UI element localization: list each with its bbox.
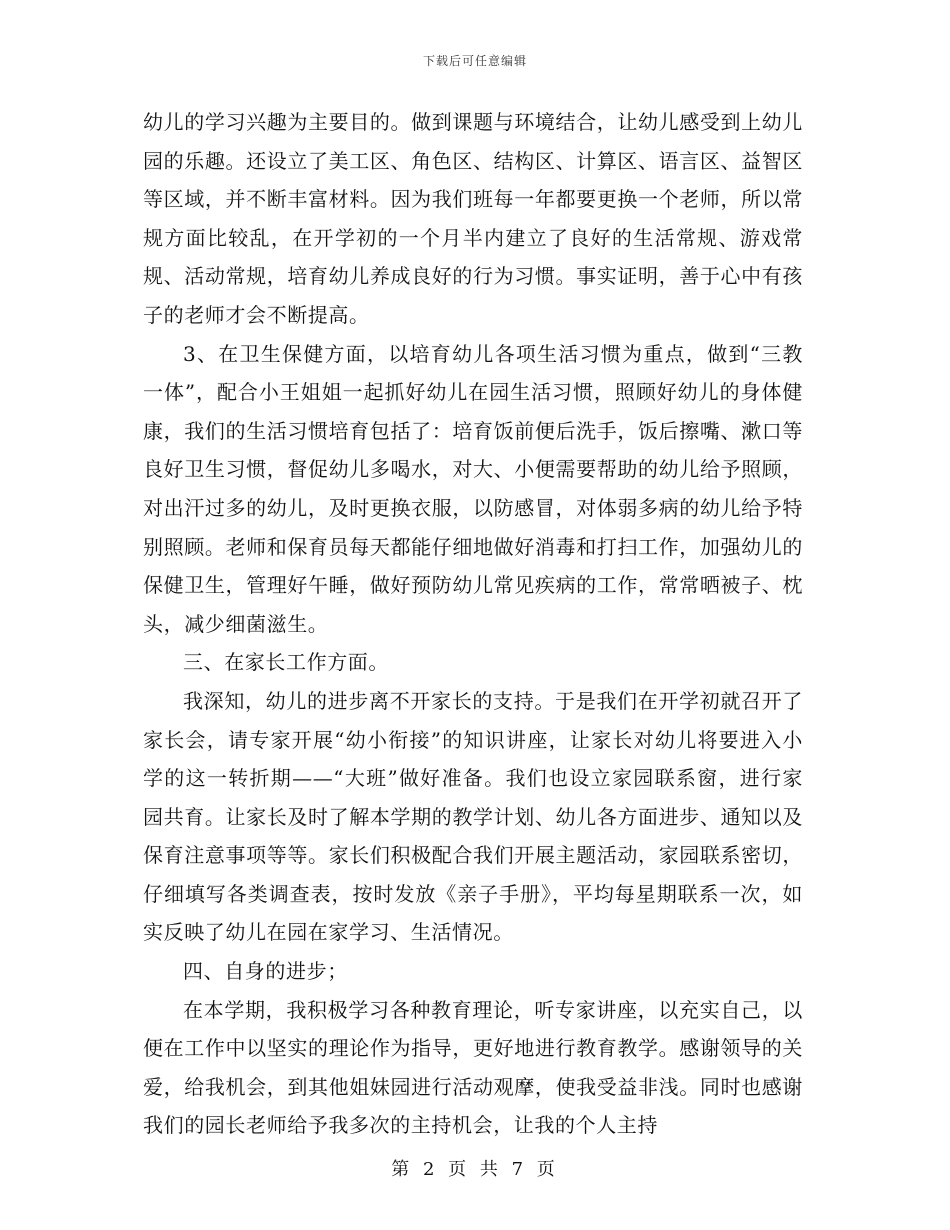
paragraph-parents: 我深知，幼儿的进步离不开家长的支持。于是我们在开学初就召开了家长会，请专家开展“幼小衔接”的知识讲座，让家长对幼儿将要进入小学的这一转折期——“大班”做好准备。我们也设立家园联系窗，进行家园共育。让家长及时了解本学期的教学计划、幼儿各方面进步、通知以及保育注意事项等等。家长们积极配合我们开展主题活动，家园联系密切，仔细填写各类调查表，按时发放《亲子手册》，平均每星期联系一次，如实反映了幼儿在园在家学习、生活情况。	[143, 688, 803, 945]
paragraph-continued: 幼儿的学习兴趣为主要目的。做到课题与环境结合，让幼儿感受到上幼儿园的乐趣。还设立了美工区、角色区、结构区、计算区、语言区、益智区等区域，并不断丰富材料。因为我们班每一年都要更换一个老师，所以常规方面比较乱，在开学初的一个月半内建立了良好的生活常规、游戏常规、活动常规，培育幼儿养成良好的行为习惯。事实证明，善于心中有孩子的老师才会不断提高。	[143, 110, 803, 327]
section-heading-parents: 三、在家长工作方面。	[183, 650, 389, 675]
page-header: 下载后可任意编辑	[422, 54, 527, 68]
page-number-footer: 第 2 页 共 7 页	[391, 1159, 559, 1180]
section-heading-self-progress: 四、自身的进步；	[183, 959, 348, 984]
paragraph-hygiene: 3、在卫生保健方面，以培育幼儿各项生活习惯为重点，做到“三教一体”，配合小王姐姐一起抓好幼儿在园生活习惯，照顾好幼儿的身体健康，我们的生活习惯培育包括了：培育饭前便后洗手，饭后擦嘴、漱口等良好卫生习惯，督促幼儿多喝水，对大、小便需要帮助的幼儿给予照顾，对出汗过多的幼儿，及时更换衣服，以防感冒，对体弱多病的幼儿给予特别照顾。老师和保育员每天都能仔细地做好消毒和打扫工作，加强幼儿的保健卫生，管理好午睡，做好预防幼儿常见疾病的工作，常常晒被子、枕头，减少细菌滋生。	[143, 341, 803, 636]
paragraph-self-progress: 在本学期，我积极学习各种教育理论，听专家讲座，以充实自己，以便在工作中以坚实的理论作为指导，更好地进行教育教学。感谢领导的关爱，给我机会，到其他姐妹园进行活动观摩，使我受益非浅。同时也感谢我们的园长老师给予我多次的主持机会，让我的个人主持	[143, 997, 803, 1138]
document-body	[143, 103, 803, 1145]
